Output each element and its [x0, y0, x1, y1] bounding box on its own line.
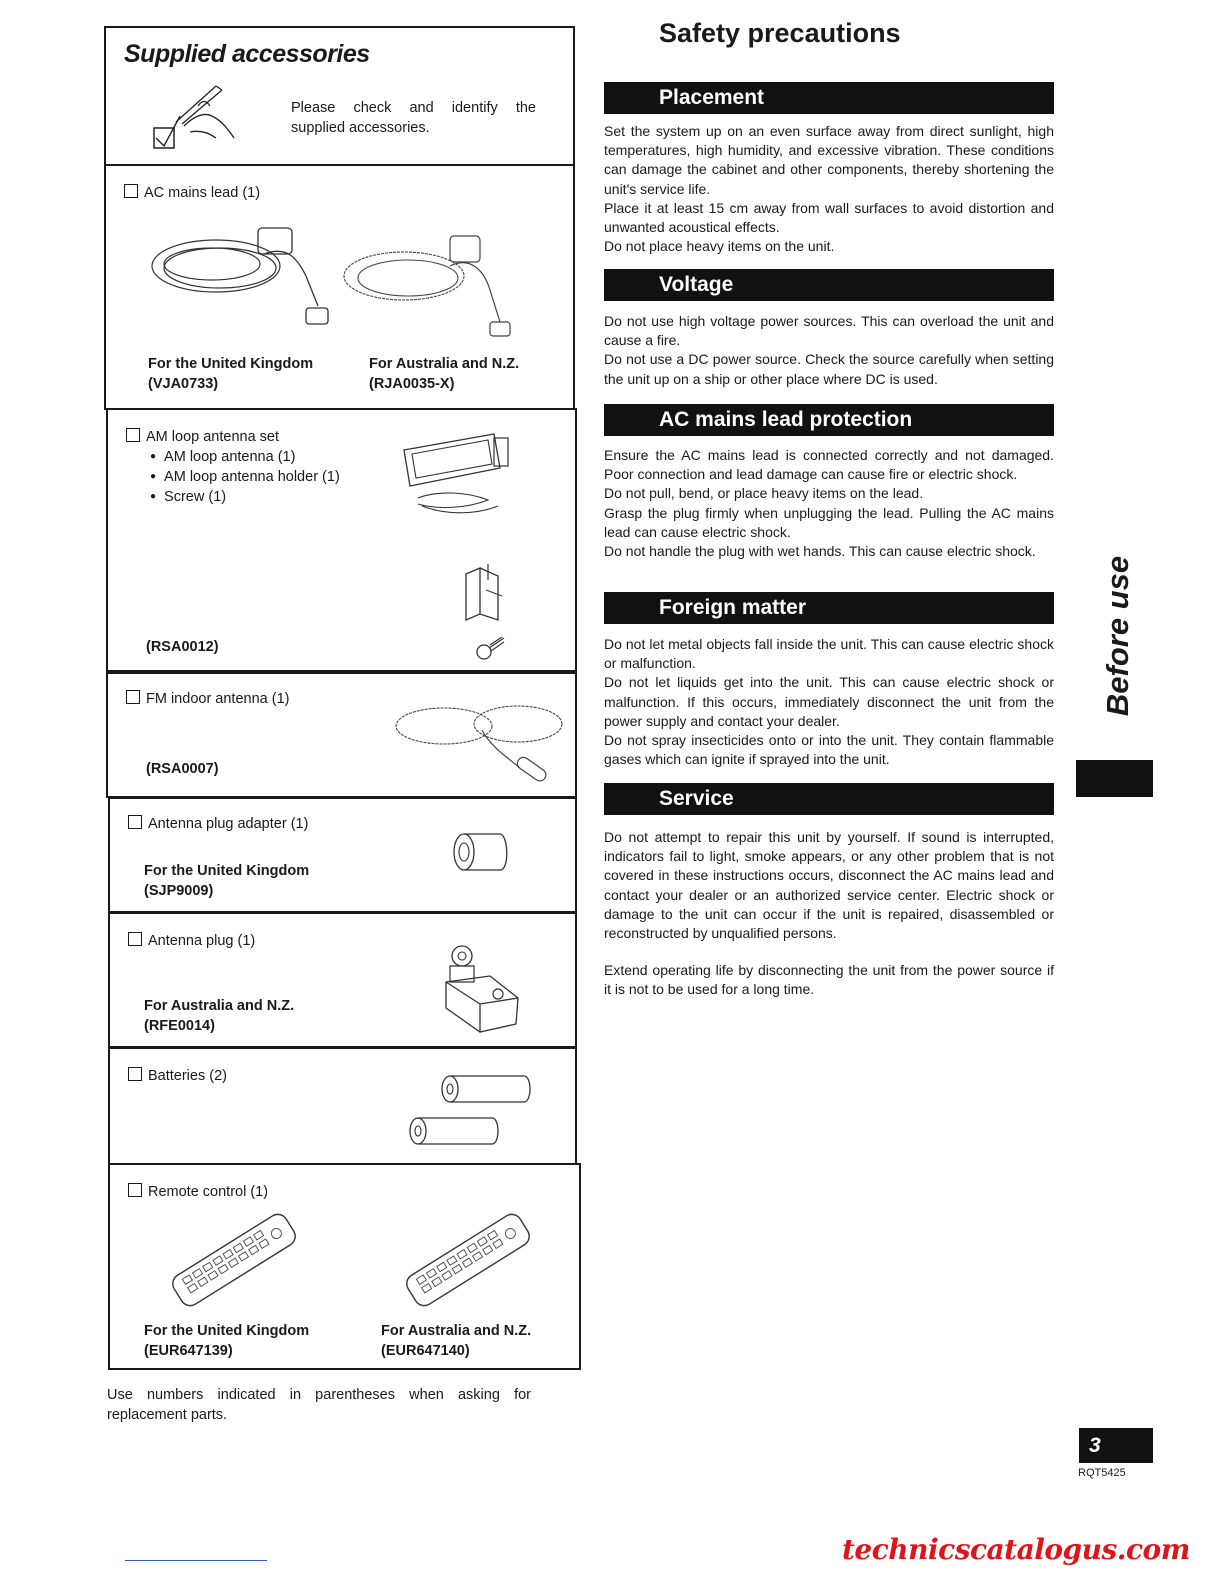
- am-loop-antenna-label: AM loop antenna set: [126, 428, 279, 445]
- section-text-voltage: [604, 312, 1054, 389]
- list-item: ● AM loop antenna holder (1): [150, 467, 340, 487]
- paragraph: Ensure the AC mains lead is connected correctly and not damaged. Poor connection and lead damage can cause fire or electric shock.: [604, 447, 1054, 483]
- ac-mains-lead-aus-illustration: [338, 226, 518, 346]
- antenna-plug-box: [108, 912, 577, 1048]
- remote-control-box: [108, 1163, 581, 1370]
- antenna-plug-adapter-code: For the United Kingdom (SJP9009): [144, 863, 310, 899]
- checkbox-icon[interactable]: [128, 1067, 142, 1081]
- section-heading-service: Service: [604, 783, 1054, 815]
- accessories-header-box: [104, 26, 575, 166]
- antenna-plug-illustration: [440, 942, 526, 1036]
- fm-indoor-antenna-illustration: [390, 696, 570, 788]
- safety-title: Safety precautions: [659, 18, 901, 48]
- paragraph: Do not handle the plug with wet hands. This can cause electric shock.: [604, 543, 1036, 560]
- checkbox-icon[interactable]: [128, 1183, 142, 1197]
- ac-mains-lead-uk-code: For the United Kingdom (VJA0733): [148, 356, 314, 392]
- watermark: technicscatalogus.com: [842, 1533, 1190, 1566]
- battery-illustration: [438, 1073, 534, 1105]
- paragraph: Do not let metal objects fall inside the unit. This can cause electric shock or malfunction.: [604, 636, 1054, 672]
- antenna-plug-label: Antenna plug (1): [128, 932, 255, 949]
- fm-indoor-antenna-label: FM indoor antenna (1): [126, 690, 289, 707]
- am-loop-antenna-illustration: [398, 428, 528, 528]
- remote-control-label: Remote control (1): [128, 1183, 268, 1200]
- am-loop-antenna-subitems: [150, 447, 340, 507]
- batteries-box: [108, 1047, 577, 1165]
- checkbox-icon[interactable]: [128, 815, 142, 829]
- antenna-plug-adapter-box: [108, 797, 577, 913]
- section-heading-placement: Placement: [604, 82, 1054, 114]
- antenna-plug-adapter-label: Antenna plug adapter (1): [128, 815, 308, 832]
- checkbox-icon[interactable]: [126, 690, 140, 704]
- screw-illustration: [474, 634, 508, 664]
- section-text-foreign-matter: [604, 635, 1054, 769]
- paragraph: Do not use high voltage power sources. This can overload the unit and cause a fire.: [604, 313, 1054, 349]
- paragraph: Do not place heavy items on the unit.: [604, 238, 835, 255]
- fm-indoor-antenna-code: (RSA0007): [146, 761, 219, 777]
- am-loop-antenna-code: (RSA0012): [146, 639, 219, 655]
- am-loop-antenna-holder-illustration: [458, 560, 518, 630]
- paragraph: Set the system up on an even surface away from direct sunlight, high temperatures, high humidity, and excessive vibration. These conditions can damage the cabinet and other components, thereby shortening the unit's service life.: [604, 123, 1054, 197]
- antenna-plug-code: For Australia and N.Z. (RFE0014): [144, 998, 295, 1034]
- accessories-intro: Please check and identify the supplied accessories.: [291, 100, 536, 136]
- antenna-plug-adapter-illustration: [450, 829, 514, 875]
- divider: [125, 1560, 267, 1561]
- paragraph: Do not use a DC power source. Check the source carefully when setting the unit up on a ship or other place where DC is used.: [604, 351, 1054, 387]
- checkbox-icon[interactable]: [126, 428, 140, 442]
- ac-mains-lead-uk-illustration: [146, 216, 336, 336]
- paragraph: Place it at least 15 cm away from wall surfaces to avoid distortion and unwanted acoustical effects.: [604, 199, 1054, 236]
- page-number: 3: [1079, 1428, 1153, 1463]
- ac-mains-lead-aus-code: For Australia and N.Z. (RJA0035-X): [369, 356, 520, 392]
- checkbox-icon[interactable]: [128, 932, 142, 946]
- paragraph: Do not spray insecticides onto or into the unit. They contain flammable gases which can ignite if sprayed into the unit.: [604, 732, 1054, 768]
- list-item: ● AM loop antenna (1): [150, 447, 340, 467]
- section-text-ac-mains-lead-protection: [604, 446, 1054, 561]
- section-text-service: [604, 828, 1054, 1000]
- section-heading-ac-mains-lead-protection: AC mains lead protection: [604, 404, 1054, 436]
- list-item: ● Screw (1): [150, 487, 340, 507]
- remote-control-uk-code: For the United Kingdom (EUR647139): [144, 1323, 310, 1359]
- remote-control-uk-illustration: [164, 1205, 304, 1315]
- ac-mains-lead-box: [104, 166, 575, 410]
- remote-control-aus-illustration: [398, 1205, 538, 1315]
- hand-checking-illustration: [146, 76, 256, 176]
- battery-illustration: [406, 1115, 502, 1147]
- paragraph: Do not let liquids get into the unit. This can cause electric shock or malfunction. If this occurs, immediately disconnect the unit from the power supply and contact your dealer.: [604, 674, 1054, 729]
- fm-indoor-antenna-box: [106, 672, 577, 798]
- replacement-parts-note: Use numbers indicated in parentheses when asking for replacement parts.: [107, 1387, 531, 1423]
- section-heading-foreign-matter: Foreign matter: [604, 592, 1054, 624]
- side-tab-marker: [1076, 760, 1153, 797]
- section-heading-voltage: Voltage: [604, 269, 1054, 301]
- paragraph: Extend operating life by disconnecting the unit from the power source if it is not to be used for a long time.: [604, 962, 1054, 998]
- paragraph: Grasp the plug firmly when unplugging the lead. Pulling the AC mains lead can cause electric shock.: [604, 504, 1054, 540]
- section-text-placement: [604, 122, 1054, 256]
- paragraph: Do not attempt to repair this unit by yourself. If sound is interrupted, indicators fail to light, smoke appears, or any other problem that is not covered in these instructions occurs, disconnect the AC mains lead and contact your dealer or an authorized service center. Electric shock or damage to the unit can occur if the unit is repaired, disassembled or reconstructed by unqualified persons.: [604, 829, 1054, 942]
- am-loop-antenna-box: [106, 408, 577, 672]
- paragraph: Do not pull, bend, or place heavy items on the lead.: [604, 485, 924, 502]
- accessories-title: Supplied accessories: [124, 40, 370, 68]
- ac-mains-lead-label: AC mains lead (1): [124, 184, 260, 201]
- remote-control-aus-code: For Australia and N.Z. (EUR647140): [381, 1323, 532, 1359]
- checkbox-icon[interactable]: [124, 184, 138, 198]
- document-code: RQT5425: [1078, 1467, 1126, 1479]
- batteries-label: Batteries (2): [128, 1067, 227, 1084]
- side-tab-label: Before use: [1100, 555, 1135, 717]
